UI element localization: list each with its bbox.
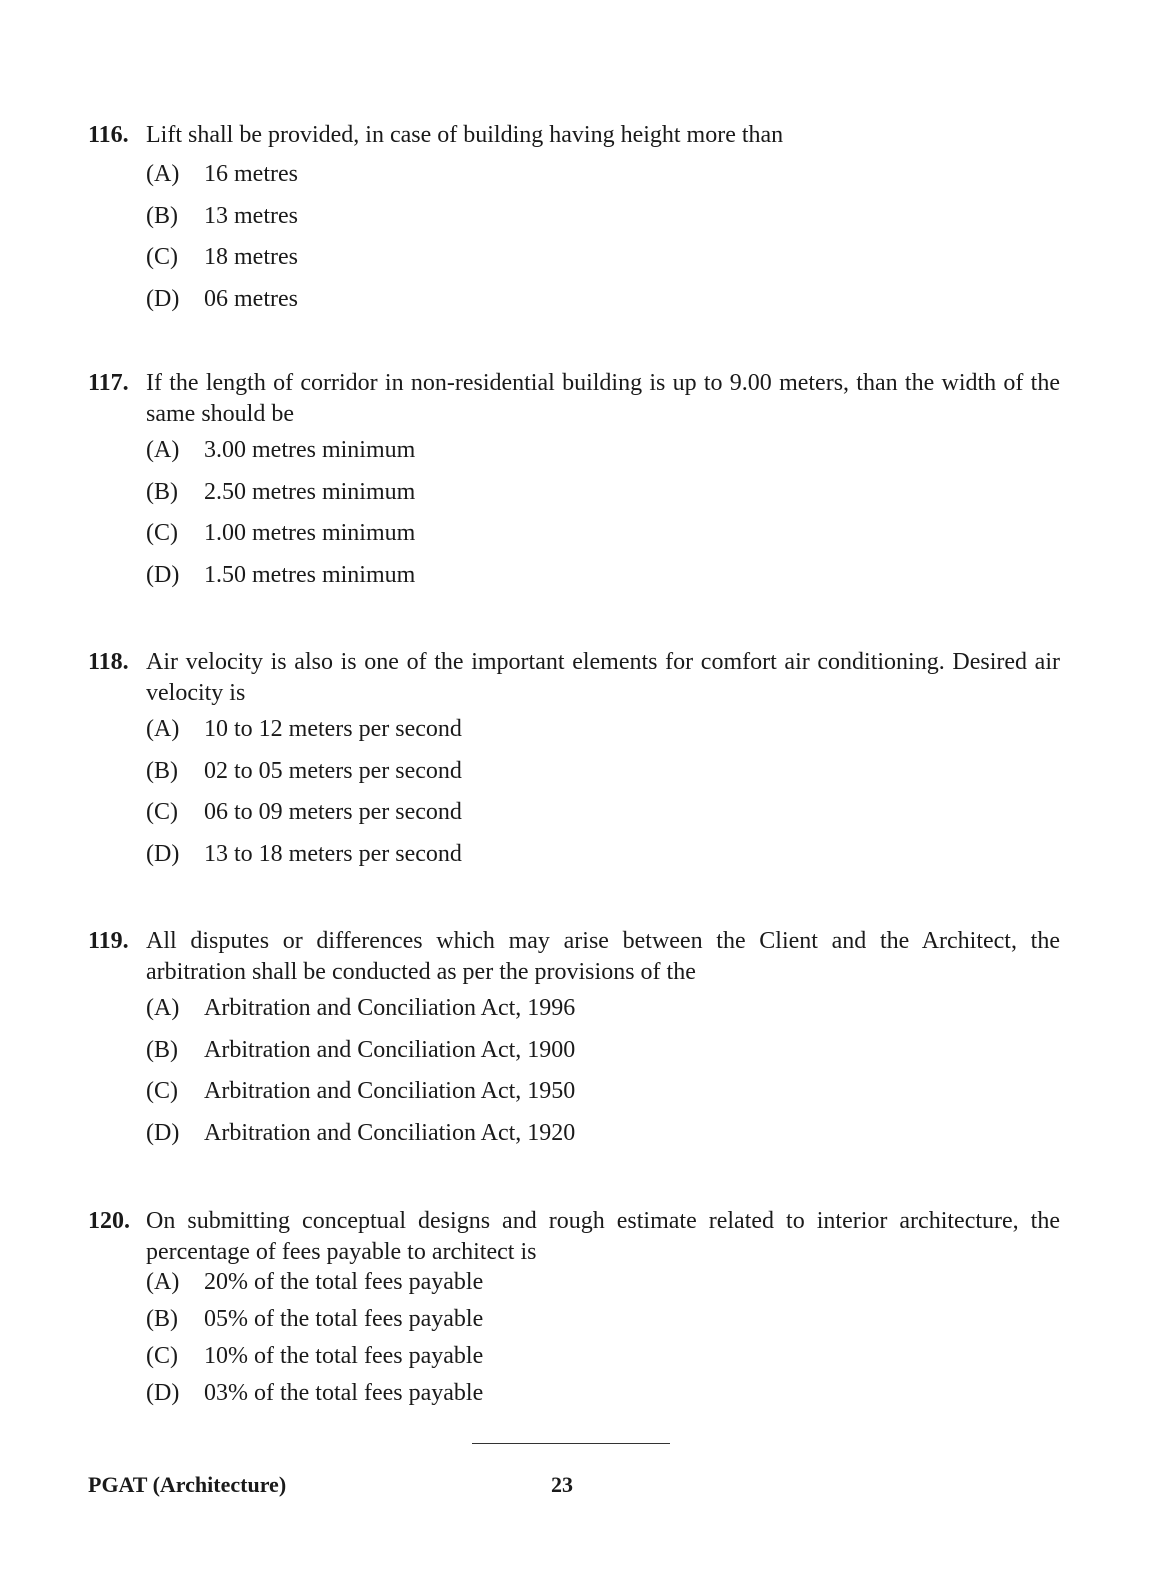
option-text: 13 metres [204, 202, 298, 229]
option-a [146, 1264, 1060, 1301]
option-d [146, 1113, 1060, 1155]
question-117 [88, 368, 1060, 596]
option-letter: (A) [146, 995, 180, 1021]
option-text: 1.00 metres minimum [204, 520, 416, 546]
option-letter: (A) [146, 161, 180, 187]
question-stem [88, 926, 1060, 988]
option-c [146, 1338, 1060, 1375]
question-stem [88, 647, 1060, 709]
end-divider [472, 1443, 670, 1444]
options-list [146, 1264, 1060, 1412]
question-text: On submitting conceptual designs and rough estimate related to interior architecture, the percentage of fees payable to architect is [146, 1208, 1060, 1265]
option-text: 13 to 18 meters per second [204, 840, 462, 867]
option-letter: (B) [146, 1306, 178, 1332]
question-118 [88, 647, 1060, 875]
option-text: Arbitration and Conciliation Act, 1900 [204, 1036, 576, 1063]
options-list [146, 154, 1060, 320]
option-text: 06 metres [204, 285, 298, 312]
option-text: 16 metres [204, 161, 298, 187]
option-letter: (D) [146, 285, 180, 312]
footer-page-number: 23 [551, 1472, 573, 1497]
question-120 [88, 1206, 1060, 1412]
option-letter: (B) [146, 757, 178, 784]
option-c [146, 1071, 1060, 1113]
option-letter: (B) [146, 1036, 178, 1063]
option-text: 18 metres [204, 244, 298, 270]
option-b [146, 472, 1060, 514]
question-text: Air velocity is also is one of the important elements for comfort air conditioning. Desired air velocity is [146, 649, 1060, 706]
footer-exam-name: PGAT (Architecture) [88, 1472, 287, 1497]
option-d [146, 834, 1060, 876]
option-a [146, 154, 1060, 196]
options-list [146, 430, 1060, 596]
option-letter: (A) [146, 716, 180, 742]
option-c [146, 792, 1060, 834]
question-text: All disputes or differences which may arise between the Client and the Architect, the arbitration shall be conducted as per the provisions of the [146, 928, 1060, 985]
question-number: 118. [88, 649, 129, 675]
options-list [146, 988, 1060, 1154]
question-stem [88, 120, 1060, 151]
option-a [146, 988, 1060, 1030]
question-text: If the length of corridor in non-residential building is up to 9.00 meters, than the width of the same should be [146, 370, 1060, 427]
option-text: 3.00 metres minimum [204, 437, 416, 463]
question-text: Lift shall be provided, in case of building having height more than [146, 122, 784, 148]
option-letter: (D) [146, 1119, 180, 1146]
option-text: Arbitration and Conciliation Act, 1950 [204, 1078, 576, 1104]
option-d [146, 1375, 1060, 1412]
option-letter: (C) [146, 244, 178, 270]
option-letter: (A) [146, 437, 180, 463]
question-number: 116. [88, 122, 129, 148]
option-letter: (C) [146, 520, 178, 546]
question-number: 117. [88, 370, 129, 396]
option-letter: (C) [146, 799, 178, 825]
option-a [146, 430, 1060, 472]
option-c [146, 237, 1060, 279]
options-list [146, 709, 1060, 875]
option-a [146, 709, 1060, 751]
option-letter: (A) [146, 1269, 180, 1295]
option-text: 10% of the total fees payable [204, 1343, 484, 1369]
option-text: 05% of the total fees payable [204, 1306, 484, 1332]
option-text: Arbitration and Conciliation Act, 1996 [204, 995, 576, 1021]
option-d [146, 555, 1060, 597]
option-b [146, 751, 1060, 793]
option-text: 2.50 metres minimum [204, 478, 416, 505]
option-letter: (C) [146, 1078, 178, 1104]
option-b [146, 1030, 1060, 1072]
option-text: 03% of the total fees payable [204, 1380, 484, 1406]
option-b [146, 1301, 1060, 1338]
option-d [146, 279, 1060, 321]
option-letter: (D) [146, 1380, 180, 1406]
question-stem [88, 1206, 1060, 1268]
question-119 [88, 926, 1060, 1154]
option-letter: (D) [146, 561, 180, 588]
option-c [146, 513, 1060, 555]
option-text: 10 to 12 meters per second [204, 716, 462, 742]
option-text: 06 to 09 meters per second [204, 799, 462, 825]
option-letter: (D) [146, 840, 180, 867]
option-text: Arbitration and Conciliation Act, 1920 [204, 1119, 576, 1146]
question-number: 119. [88, 928, 129, 954]
option-letter: (B) [146, 478, 178, 505]
option-text: 02 to 05 meters per second [204, 757, 462, 784]
question-stem [88, 368, 1060, 430]
option-letter: (C) [146, 1343, 178, 1369]
question-number: 120. [88, 1208, 130, 1234]
option-b [146, 196, 1060, 238]
option-text: 20% of the total fees payable [204, 1269, 484, 1295]
option-letter: (B) [146, 202, 178, 229]
option-text: 1.50 metres minimum [204, 561, 416, 588]
question-116 [88, 120, 1060, 320]
